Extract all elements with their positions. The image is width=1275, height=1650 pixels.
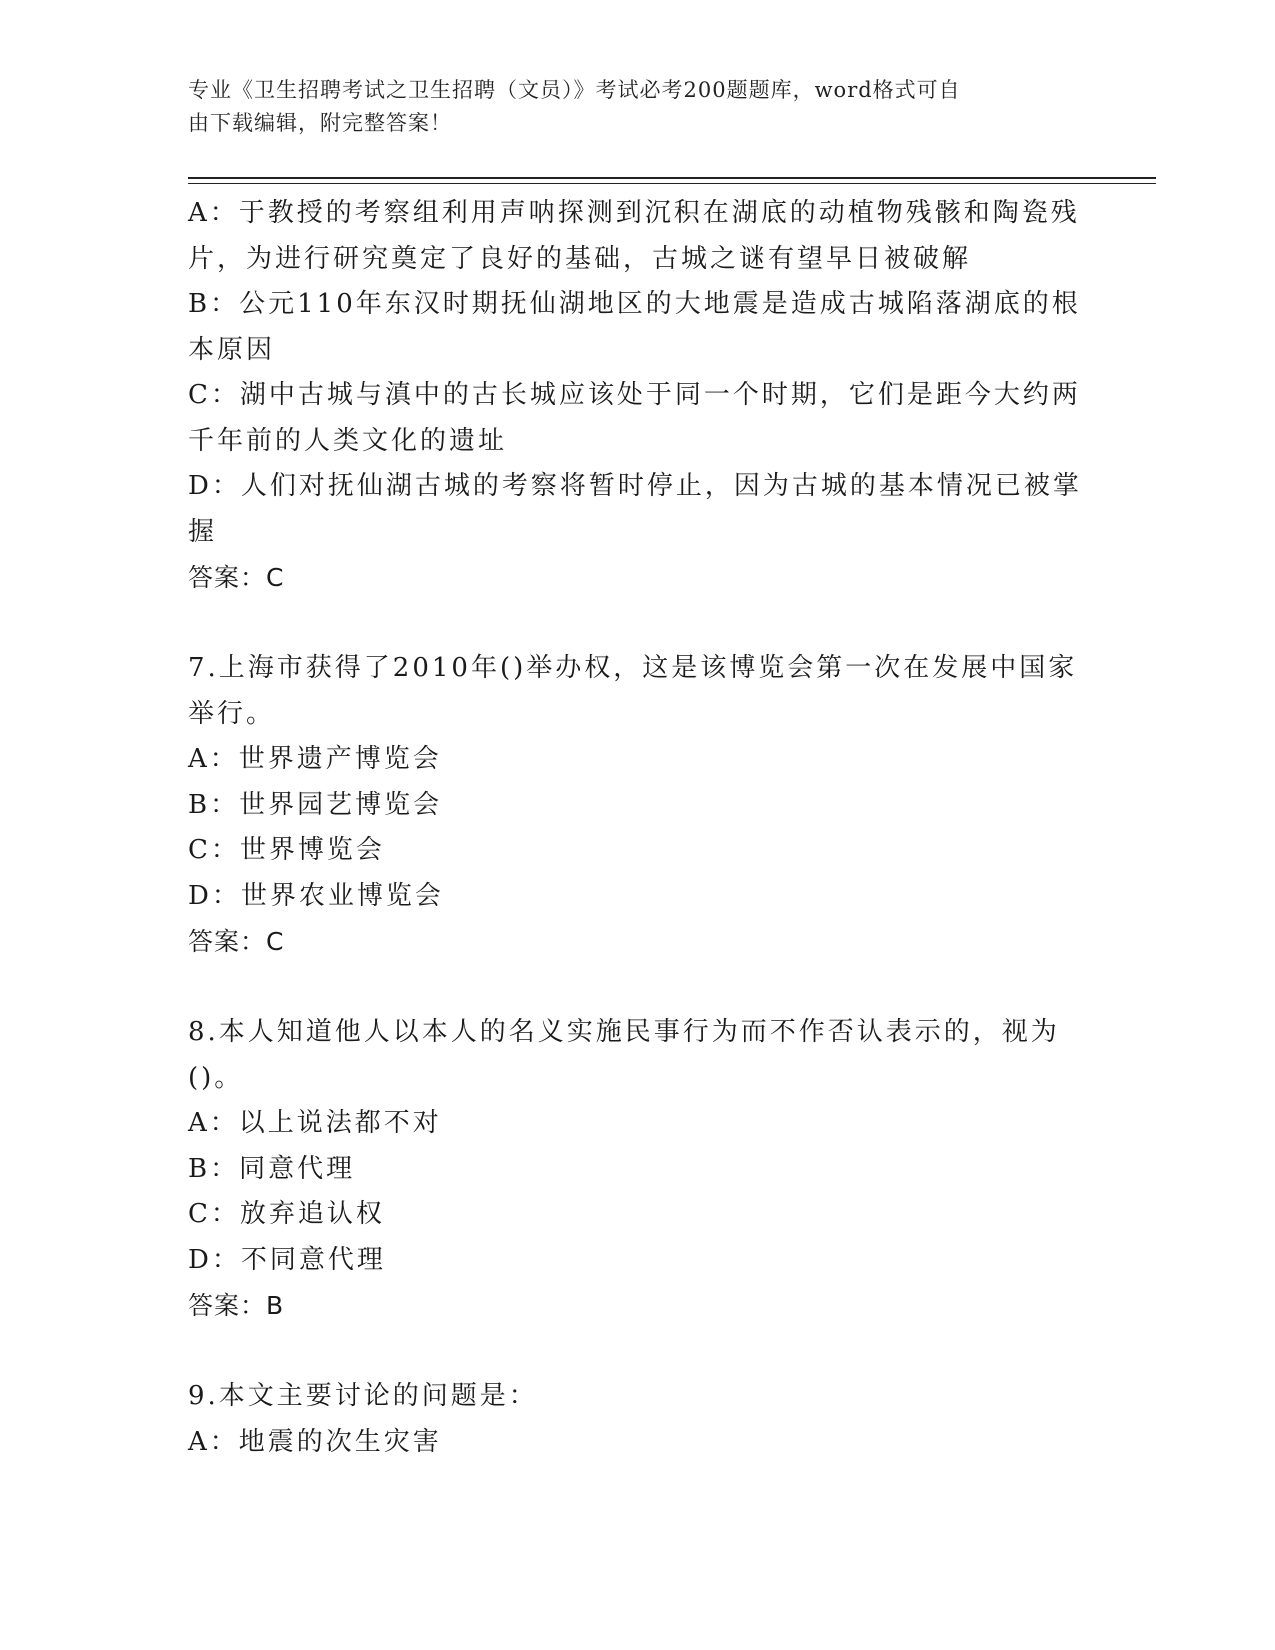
option-a: A：世界遗产博览会 bbox=[188, 744, 442, 774]
header-title-line-1: 专业《卫生招聘考试之卫生招聘（文员）》考试必考200题题库，word格式可自 bbox=[188, 78, 961, 102]
option-a: A：地震的次生灾害 bbox=[188, 1426, 442, 1457]
question-list bbox=[188, 191, 1082, 1465]
option-a: A：以上说法都不对 bbox=[188, 1108, 442, 1138]
header-divider-thin bbox=[188, 183, 1156, 184]
header-divider-thick bbox=[188, 177, 1156, 179]
option-b-line-2: 本原因 bbox=[188, 334, 276, 365]
option-d: D：不同意代理 bbox=[188, 1244, 386, 1275]
question-stem-line-1: 7.上海市获得了2010年()举办权，这是该博览会第一次在发展中国家 bbox=[188, 653, 1078, 683]
option-d: D：世界农业博览会 bbox=[188, 880, 444, 911]
question-gap bbox=[188, 965, 1078, 1011]
option-c: C：放弃追认权 bbox=[188, 1199, 385, 1229]
option-c-line-2: 千年前的人类文化的遗址 bbox=[188, 425, 508, 456]
option-a-line-1: A：于教授的考察组利用声呐探测到沉积在湖底的动植物残骸和陶瓷残 bbox=[188, 198, 1080, 228]
option-b: B：同意代理 bbox=[188, 1153, 356, 1184]
question-stem-line-2: ()。 bbox=[188, 1062, 244, 1093]
header-title-line-2: 由下载编辑，附完整答案！ bbox=[188, 111, 452, 135]
option-b-line-1: B：公元110年东汉时期抚仙湖地区的大地震是造成古城陷落湖底的根 bbox=[188, 289, 1081, 319]
question-stem-line-1: 9.本文主要讨论的问题是： bbox=[188, 1381, 538, 1411]
option-d-line-2: 握 bbox=[188, 516, 218, 547]
answer-label: 答案：C bbox=[188, 927, 285, 956]
option-c: C：世界博览会 bbox=[188, 835, 385, 865]
answer-label: 答案：B bbox=[188, 1291, 285, 1320]
question-gap bbox=[188, 1329, 1078, 1375]
option-a-line-2: 片，为进行研究奠定了良好的基础，古城之谜有望早日被破解 bbox=[188, 243, 972, 274]
option-b: B：世界园艺博览会 bbox=[188, 789, 443, 820]
question-6 bbox=[188, 191, 1082, 601]
question-gap bbox=[188, 601, 1078, 647]
question-stem-line-1: 8.本人知道他人以本人的名义实施民事行为而不作否认表示的，视为 bbox=[188, 1017, 1060, 1047]
question-8 bbox=[188, 1010, 1078, 1329]
page-header bbox=[188, 74, 1068, 140]
answer-label: 答案：C bbox=[188, 563, 285, 592]
option-d-line-1: D：人们对抚仙湖古城的考察将暂时停止，因为古城的基本情况已被掌 bbox=[188, 471, 1082, 501]
question-9 bbox=[188, 1374, 1078, 1465]
question-7 bbox=[188, 646, 1078, 965]
option-c-line-1: C：湖中古城与滇中的古长城应该处于同一个时期，它们是距今大约两 bbox=[188, 380, 1081, 410]
question-stem-line-2: 举行。 bbox=[188, 698, 276, 729]
